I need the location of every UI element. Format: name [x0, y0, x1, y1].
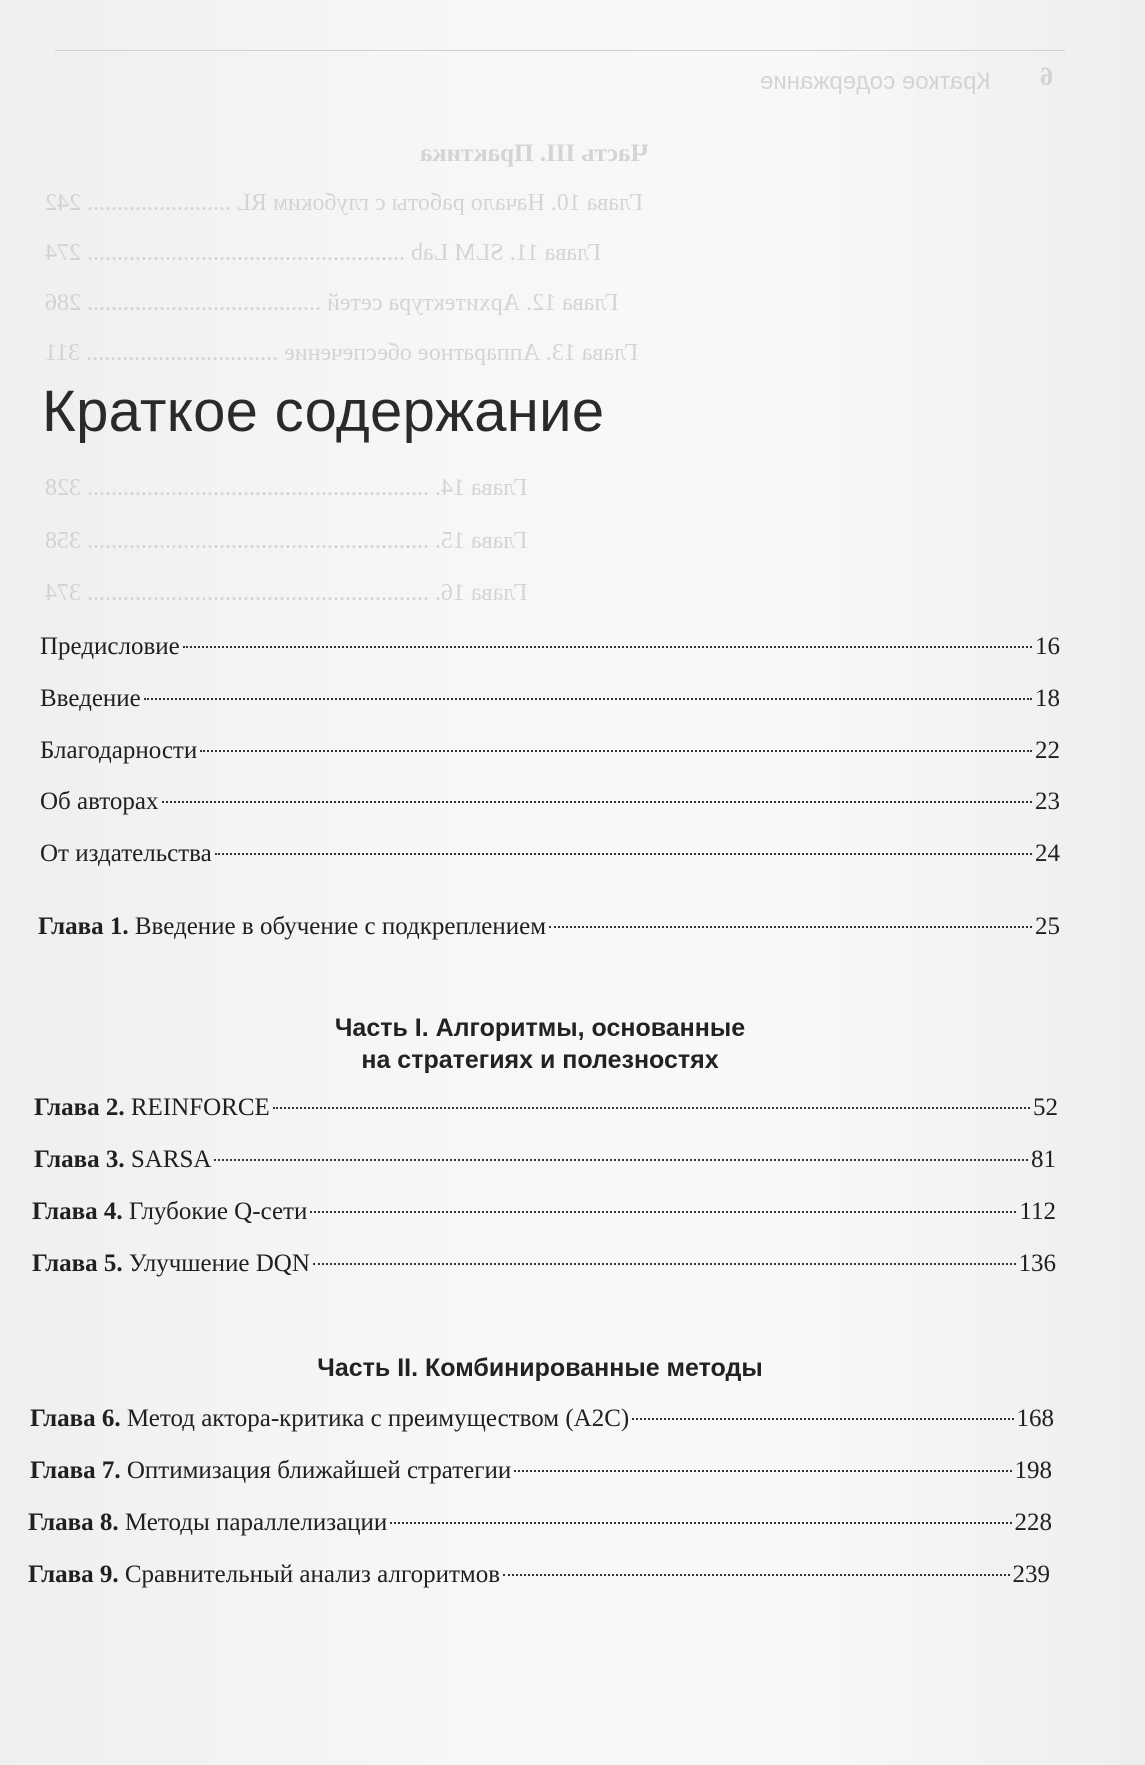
toc-entry-from-publisher[interactable] — [40, 839, 1060, 869]
dot-leader — [310, 1211, 1016, 1213]
dot-leader — [183, 646, 1032, 648]
toc-entry-label: Благодарности — [40, 737, 198, 764]
ghost-line: Глава 14. ......................................................... 328 — [45, 475, 528, 501]
page-title: Краткое содержание — [42, 379, 605, 444]
ghost-line: Глава 15. ......................................................... 358 — [45, 528, 528, 554]
toc-entry-page: 136 — [1018, 1250, 1056, 1277]
ghost-running-header: Краткое содержание — [760, 68, 991, 95]
toc-entry-page: 25 — [1035, 913, 1060, 940]
dot-leader — [313, 1263, 1016, 1265]
chapter-prefix: Глава 2. — [34, 1094, 125, 1121]
toc-entry-chapter-8[interactable] — [28, 1508, 1052, 1538]
toc-entry-chapter-9[interactable] — [28, 1560, 1050, 1590]
toc-entry-acknowledgements[interactable] — [40, 736, 1060, 766]
toc-entry-page: 228 — [1014, 1509, 1052, 1536]
chapter-title: SARSA — [130, 1146, 212, 1173]
toc-entry-page: 239 — [1012, 1561, 1050, 1588]
part-1-heading-line-2: на стратегиях и полезностях — [361, 1046, 719, 1074]
toc-entry-introduction[interactable] — [40, 684, 1060, 714]
toc-entry-label: Предисловие — [40, 633, 180, 660]
chapter-prefix: Глава 8. — [28, 1509, 119, 1536]
chapter-title: Глубокие Q-сети — [128, 1198, 308, 1225]
dot-leader — [215, 853, 1032, 855]
dot-leader — [503, 1574, 1009, 1576]
dot-leader — [549, 926, 1032, 928]
toc-entry-label: Об авторах — [40, 788, 159, 815]
chapter-title: Улучшение DQN — [128, 1250, 310, 1277]
chapter-prefix: Глава 6. — [30, 1405, 121, 1432]
toc-entry-label — [30, 1456, 511, 1486]
toc-entry-chapter-6[interactable] — [30, 1404, 1054, 1434]
dot-leader — [144, 698, 1032, 700]
toc-entry-chapter-5[interactable] — [32, 1249, 1056, 1279]
toc-entry-page: 16 — [1035, 633, 1060, 660]
toc-entry-label: Введение — [40, 685, 141, 712]
toc-entry-label — [28, 1508, 387, 1538]
chapter-title: Введение в обучение с подкреплением — [134, 913, 547, 940]
toc-entry-page: 24 — [1035, 840, 1060, 867]
chapter-prefix: Глава 9. — [28, 1561, 119, 1588]
toc-entry-label — [32, 1197, 307, 1227]
toc-entry-page: 198 — [1014, 1457, 1052, 1484]
toc-entry-label — [34, 1093, 270, 1123]
toc-entry-page: 168 — [1016, 1405, 1054, 1432]
part-1-heading — [0, 1012, 1080, 1076]
toc-entry-page: 23 — [1035, 788, 1060, 815]
ghost-page-number: 6 — [1040, 62, 1053, 91]
dot-leader — [632, 1418, 1013, 1420]
chapter-prefix: Глава 5. — [32, 1250, 123, 1277]
dot-leader — [514, 1470, 1011, 1472]
chapter-prefix: Глава 1. — [38, 913, 129, 940]
dot-leader — [214, 1159, 1028, 1161]
toc-entry-chapter-1[interactable] — [38, 912, 1060, 942]
dot-leader — [390, 1522, 1011, 1524]
toc-entry-label — [34, 1145, 211, 1175]
part-1-heading-line-1: Часть I. Алгоритмы, основанные — [334, 1014, 746, 1042]
chapter-title: Методы параллелизации — [124, 1509, 388, 1536]
chapter-title: REINFORCE — [130, 1094, 270, 1121]
toc-entry-chapter-4[interactable] — [32, 1197, 1056, 1227]
toc-entry-label: От издательства — [40, 840, 212, 867]
ghost-line: Глава 11. SLM Lab ..................................................... 274 — [45, 240, 602, 266]
toc-entry-chapter-2[interactable] — [34, 1093, 1058, 1123]
chapter-prefix: Глава 4. — [32, 1198, 123, 1225]
toc-entry-chapter-3[interactable] — [34, 1145, 1056, 1175]
toc-entry-page: 22 — [1035, 737, 1060, 764]
chapter-title: Метод актора-критика с преимуществом (A2C) — [126, 1405, 630, 1432]
dot-leader — [273, 1107, 1030, 1109]
toc-entry-label — [30, 1404, 629, 1434]
toc-entry-label — [28, 1560, 500, 1590]
toc-entry-about-authors[interactable] — [40, 787, 1060, 817]
toc-entry-page: 52 — [1033, 1094, 1058, 1121]
ghost-line: Глава 16. ......................................................... 374 — [45, 580, 528, 606]
dot-leader — [162, 801, 1033, 803]
toc-entry-label — [32, 1249, 310, 1279]
toc-entry-page: 18 — [1035, 685, 1060, 712]
toc-entry-preface[interactable] — [40, 632, 1060, 662]
ghost-line: Глава 12. Архитектура сетей ....................................... 286 — [45, 290, 619, 316]
chapter-title: Оптимизация ближайшей стратегии — [126, 1457, 512, 1484]
toc-entry-page: 112 — [1019, 1198, 1056, 1225]
ghost-line: Глава 10. Начало работы с глубоким RL ........................ 242 — [45, 190, 644, 216]
ghost-part-heading: Часть III. Практика — [420, 140, 649, 167]
toc-entry-page: 81 — [1031, 1146, 1056, 1173]
dot-leader — [200, 750, 1032, 752]
toc-entry-chapter-7[interactable] — [30, 1456, 1052, 1486]
chapter-prefix: Глава 3. — [34, 1146, 125, 1173]
ghost-line: Глава 13. Аппаратное обеспечение ................................ 311 — [45, 340, 639, 366]
part-2-heading: Часть II. Комбинированные методы — [317, 1354, 763, 1382]
chapter-title: Сравнительный анализ алгоритмов — [124, 1561, 501, 1588]
toc-entry-label — [38, 912, 546, 942]
chapter-prefix: Глава 7. — [30, 1457, 121, 1484]
